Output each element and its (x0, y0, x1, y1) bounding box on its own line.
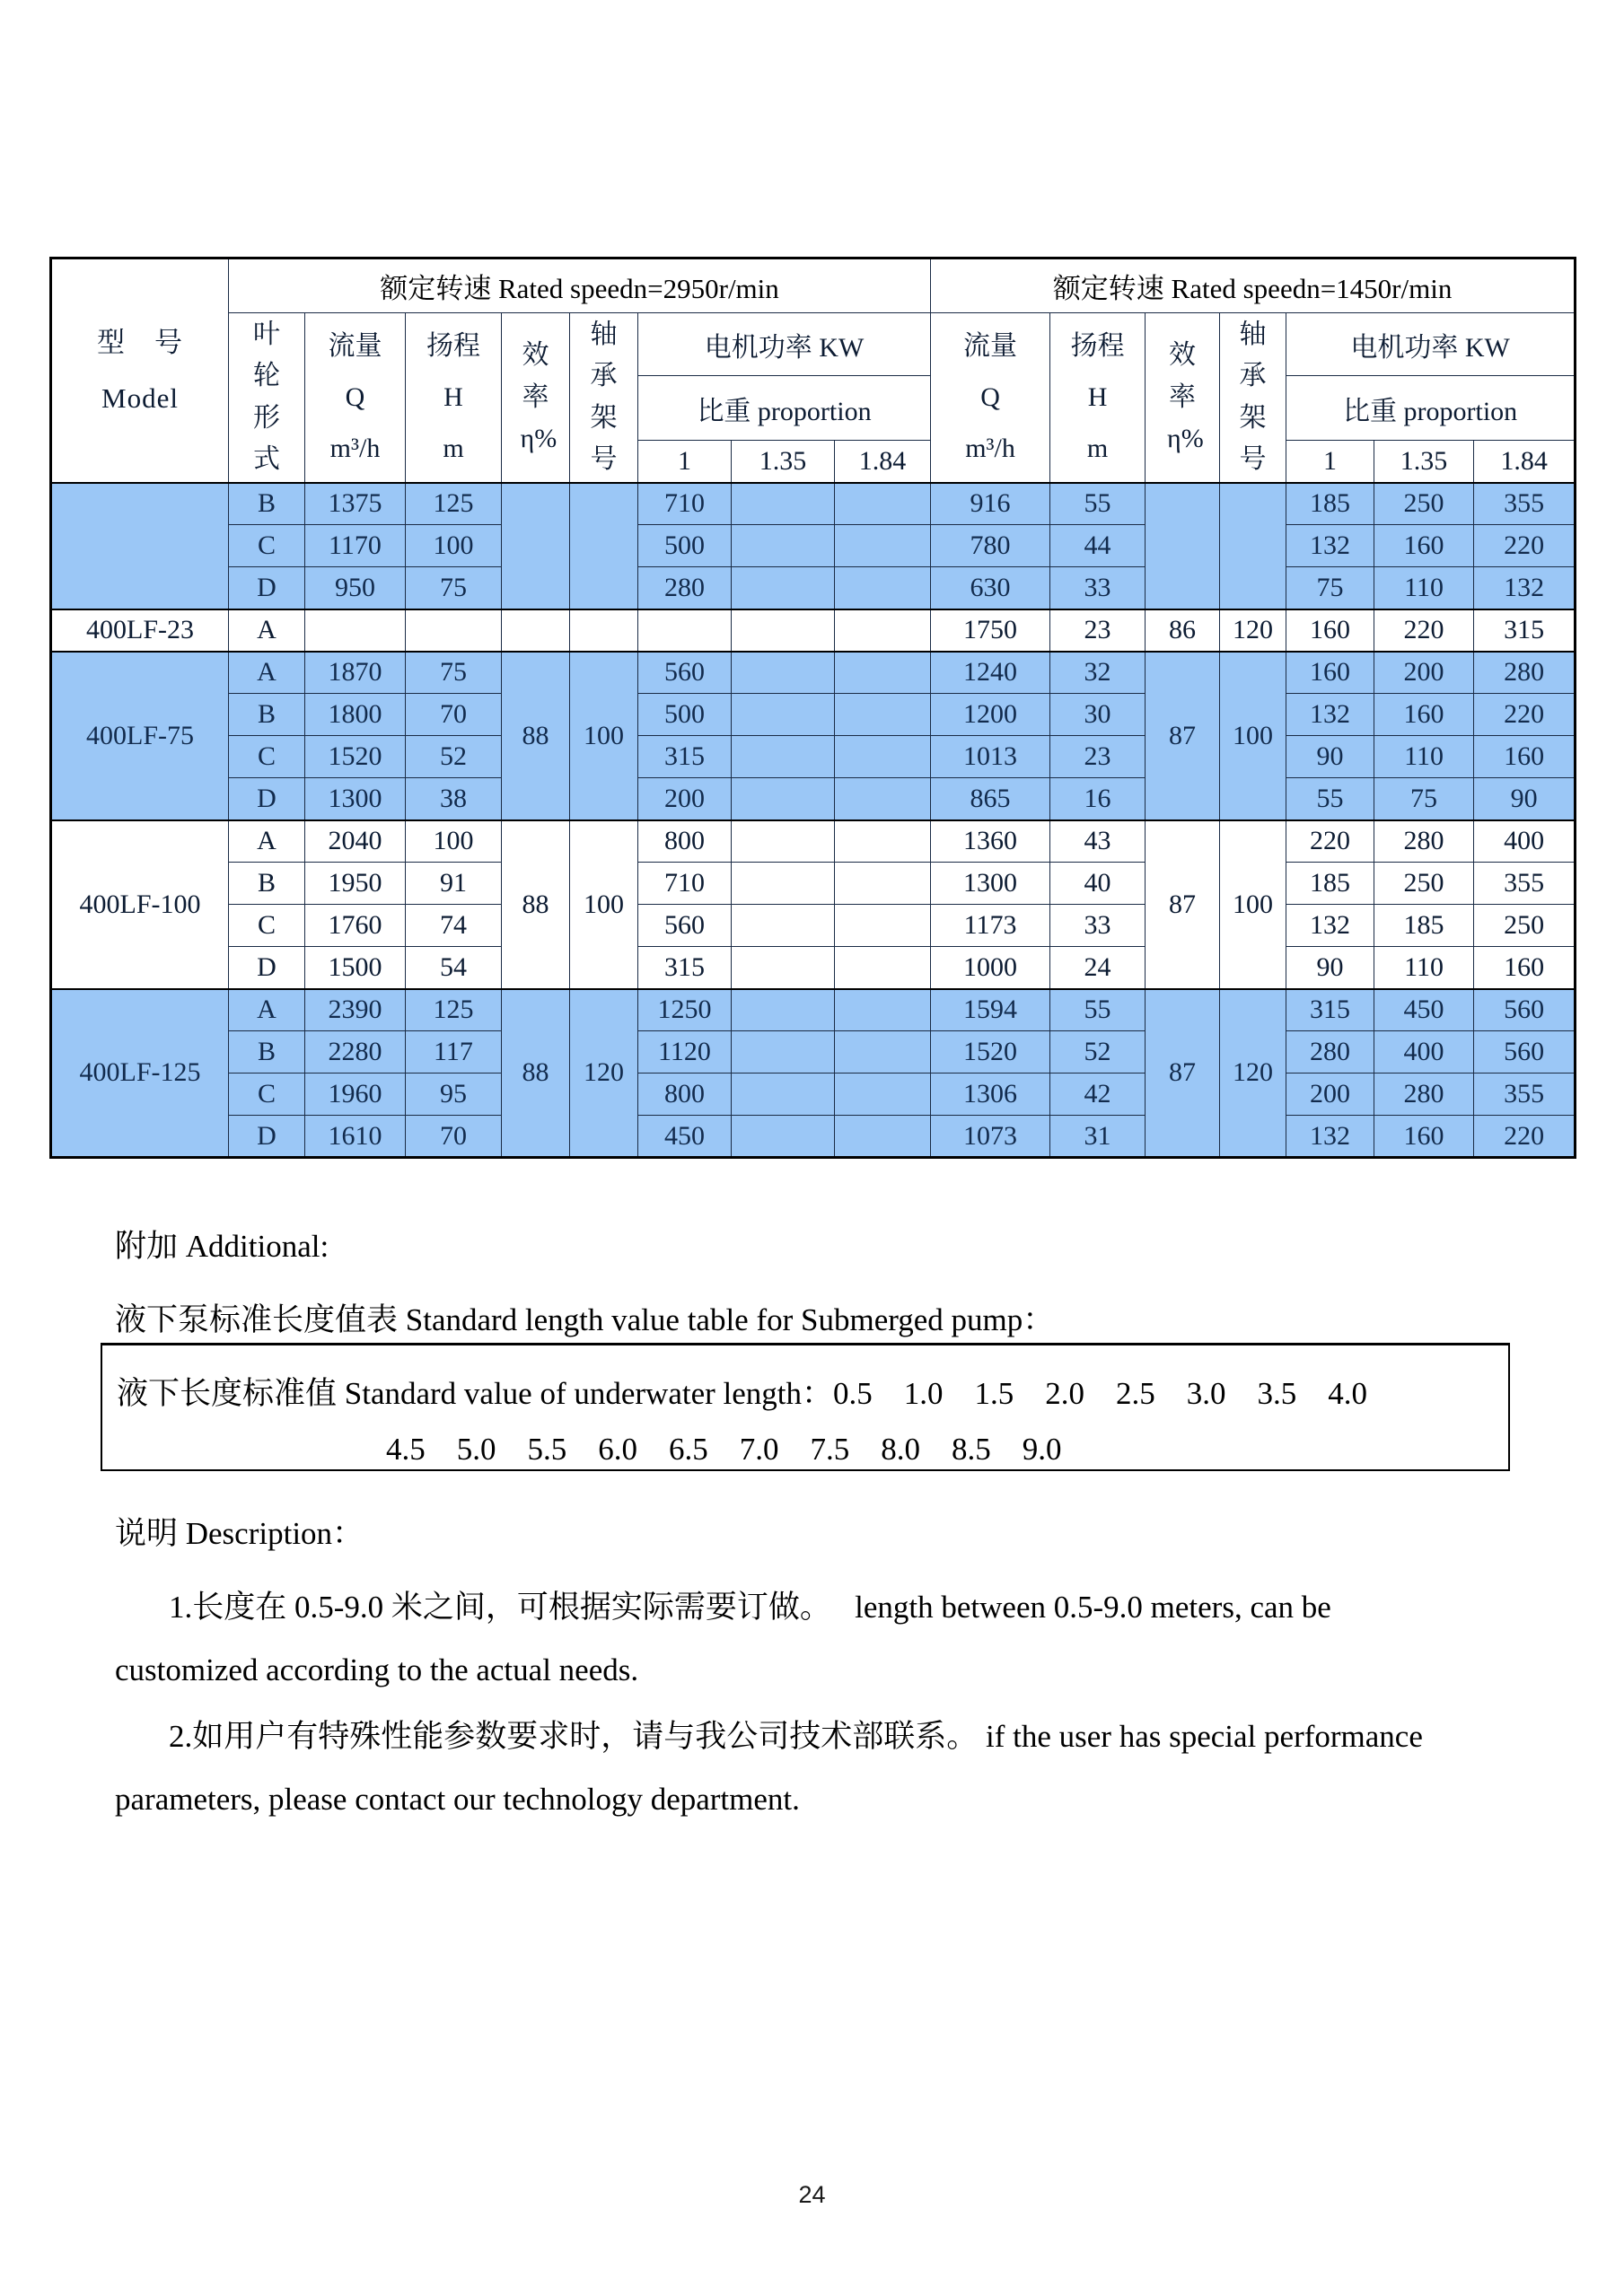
power-cell: 220 (1474, 694, 1576, 736)
length-values-line2: 4.5 5.0 5.5 6.0 6.5 7.0 7.5 8.0 8.5 9.0 (386, 1432, 1062, 1467)
head-cell: 55 (1050, 989, 1146, 1031)
flow-cell: 1013 (931, 736, 1050, 778)
power-cell: 800 (638, 1074, 732, 1116)
power-cell: 90 (1474, 778, 1576, 820)
power-cell: 250 (1374, 483, 1474, 525)
power-cell (835, 1031, 931, 1074)
table-row (51, 905, 1576, 947)
power-cell: 55 (1286, 778, 1374, 820)
head-cell: 117 (406, 1031, 502, 1074)
impeller-type-header: 叶轮形式 (229, 313, 305, 483)
head-cell: 24 (1050, 947, 1146, 989)
power-cell: 560 (1474, 1031, 1576, 1074)
head-cell: 100 (406, 820, 502, 863)
power-cell (732, 863, 835, 905)
head-cell: 33 (1050, 567, 1146, 609)
flow-cell: 1300 (305, 778, 406, 820)
flow-cell: 2280 (305, 1031, 406, 1074)
table-row (51, 947, 1576, 989)
flow-cell: 1173 (931, 905, 1050, 947)
power-cell (732, 947, 835, 989)
power-cell: 160 (1286, 609, 1374, 652)
head-cell: 33 (1050, 905, 1146, 947)
power-cell: 185 (1374, 905, 1474, 947)
subtable-title: 液下泵标准长度值表 Standard length value table for Submerged pump： (115, 1302, 1055, 1337)
ratio-184-left: 1.84 (835, 441, 931, 483)
flow-cell: 2040 (305, 820, 406, 863)
power-cell (732, 736, 835, 778)
impeller-cell: D (229, 1116, 305, 1158)
power-cell (835, 863, 931, 905)
power-cell (732, 820, 835, 863)
power-cell (732, 778, 835, 820)
power-cell: 450 (638, 1116, 732, 1158)
power-cell: 75 (1286, 567, 1374, 609)
power-cell (835, 483, 931, 525)
table-row (51, 483, 1576, 525)
bracket-cell (570, 483, 638, 609)
flow-cell: 1610 (305, 1116, 406, 1158)
power-cell: 220 (1474, 1116, 1576, 1158)
power-cell: 400 (1374, 1031, 1474, 1074)
power-cell: 315 (638, 947, 732, 989)
flow-cell: 1240 (931, 652, 1050, 694)
flow-cell: 1520 (931, 1031, 1050, 1074)
table-row (51, 609, 1576, 652)
length-values-line1: 液下长度标准值 Standard value of underwater length：0.5 1.0 1.5 2.0 2.5 3.0 3.5 4.0 (117, 1376, 1368, 1411)
power-cell: 110 (1374, 736, 1474, 778)
power-cell (835, 947, 931, 989)
head-cell: 40 (1050, 863, 1146, 905)
power-cell: 200 (1286, 1074, 1374, 1116)
power-cell: 560 (638, 652, 732, 694)
model-cell: 400LF-125 (51, 989, 229, 1158)
power-cell: 1250 (638, 989, 732, 1031)
head-cell: 74 (406, 905, 502, 947)
bracket-cell: 120 (570, 989, 638, 1158)
power-cell (732, 1031, 835, 1074)
power-cell (835, 694, 931, 736)
impeller-cell: C (229, 525, 305, 567)
power-cell: 1120 (638, 1031, 732, 1074)
power-cell: 315 (1474, 609, 1576, 652)
flow-cell: 950 (305, 567, 406, 609)
power-cell (835, 905, 931, 947)
efficiency-cell: 87 (1146, 820, 1220, 989)
head-cell: 43 (1050, 820, 1146, 863)
table-row (51, 820, 1576, 863)
rated-speed-1450-header: 额定转速 Rated speedn=1450r/min (931, 259, 1576, 313)
power-cell (732, 609, 835, 652)
power-cell: 132 (1286, 905, 1374, 947)
impeller-cell: C (229, 736, 305, 778)
power-cell: 132 (1286, 694, 1374, 736)
description-item1-line2: customized according to the actual needs. (115, 1652, 639, 1687)
power-cell: 220 (1374, 609, 1474, 652)
flow-cell: 1520 (305, 736, 406, 778)
power-cell: 132 (1286, 1116, 1374, 1158)
head-cell: 70 (406, 1116, 502, 1158)
power-cell: 400 (1474, 820, 1576, 863)
bracket-cell: 100 (570, 820, 638, 989)
power-cell: 110 (1374, 567, 1474, 609)
efficiency-cell: 86 (1146, 609, 1220, 652)
motor-power-header-right: 电机功率 KW (1286, 313, 1576, 376)
flow-cell: 1760 (305, 905, 406, 947)
power-cell (732, 1074, 835, 1116)
table-row (51, 1031, 1576, 1074)
power-cell: 280 (1286, 1031, 1374, 1074)
bracket-cell: 100 (570, 652, 638, 820)
page-number: 24 (798, 2181, 826, 2208)
efficiency-cell: 87 (1146, 989, 1220, 1158)
power-cell (638, 609, 732, 652)
head-cell: 16 (1050, 778, 1146, 820)
flow-header-left: 流量 Q m³/h (305, 313, 406, 483)
impeller-cell: A (229, 989, 305, 1031)
power-cell (835, 1074, 931, 1116)
power-cell (835, 652, 931, 694)
flow-cell: 1000 (931, 947, 1050, 989)
power-cell: 185 (1286, 483, 1374, 525)
power-cell: 200 (638, 778, 732, 820)
proportion-header-left: 比重 proportion (638, 376, 931, 441)
bracket-cell: 100 (1220, 652, 1286, 820)
power-cell: 355 (1474, 483, 1576, 525)
flow-cell: 1073 (931, 1116, 1050, 1158)
power-cell: 800 (638, 820, 732, 863)
power-cell (732, 483, 835, 525)
efficiency-cell (1146, 483, 1220, 609)
power-cell: 450 (1374, 989, 1474, 1031)
ratio-1-left: 1 (638, 441, 732, 483)
power-cell: 560 (638, 905, 732, 947)
head-cell: 23 (1050, 609, 1146, 652)
bracket-cell: 100 (1220, 820, 1286, 989)
power-cell: 710 (638, 483, 732, 525)
head-cell: 23 (1050, 736, 1146, 778)
impeller-cell: A (229, 609, 305, 652)
efficiency-cell: 88 (502, 652, 570, 820)
model-header (51, 259, 229, 483)
table-row (51, 989, 1576, 1031)
power-cell: 160 (1286, 652, 1374, 694)
head-cell: 38 (406, 778, 502, 820)
table-row (51, 1116, 1576, 1158)
power-cell (835, 525, 931, 567)
head-cell: 75 (406, 567, 502, 609)
additional-label: 附加 Additional: (115, 1229, 329, 1264)
efficiency-header-right: 效率η% (1146, 313, 1220, 483)
flow-header-right: 流量 Q m³/h (931, 313, 1050, 483)
model-header-cn: 型 号 (97, 326, 183, 358)
power-cell: 160 (1474, 947, 1576, 989)
flow-cell: 1360 (931, 820, 1050, 863)
head-cell: 91 (406, 863, 502, 905)
power-cell: 355 (1474, 1074, 1576, 1116)
power-cell (732, 989, 835, 1031)
efficiency-cell (502, 483, 570, 609)
power-cell (835, 989, 931, 1031)
flow-cell: 916 (931, 483, 1050, 525)
head-cell: 54 (406, 947, 502, 989)
table-row (51, 1074, 1576, 1116)
bracket-cell: 120 (1220, 609, 1286, 652)
power-cell: 500 (638, 694, 732, 736)
power-cell: 500 (638, 525, 732, 567)
head-cell: 75 (406, 652, 502, 694)
power-cell: 220 (1286, 820, 1374, 863)
power-cell (732, 525, 835, 567)
power-cell: 110 (1374, 947, 1474, 989)
bracket-cell: 120 (1220, 989, 1286, 1158)
flow-cell: 780 (931, 525, 1050, 567)
description-item2-line1: 2.如用户有特殊性能参数要求时，请与我公司技术部联系。 if the user has special performance (169, 1719, 1423, 1754)
head-cell (406, 609, 502, 652)
impeller-cell: A (229, 820, 305, 863)
motor-power-header-left: 电机功率 KW (638, 313, 931, 376)
power-cell: 280 (1474, 652, 1576, 694)
flow-cell: 1375 (305, 483, 406, 525)
bracket-cell (570, 609, 638, 652)
flow-cell: 1200 (931, 694, 1050, 736)
head-header-left: 扬程 H m (406, 313, 502, 483)
power-cell: 355 (1474, 863, 1576, 905)
bracket-header-left: 轴承架号 (570, 313, 638, 483)
power-cell: 560 (1474, 989, 1576, 1031)
power-cell (835, 609, 931, 652)
table-row (51, 525, 1576, 567)
power-cell: 185 (1286, 863, 1374, 905)
description-item1-line1: 1.长度在 0.5-9.0 米之间，可根据实际需要订做。 length between 0.5-9.0 meters, can be (169, 1590, 1331, 1625)
proportion-header-right: 比重 proportion (1286, 376, 1576, 441)
head-cell: 70 (406, 694, 502, 736)
head-cell: 52 (1050, 1031, 1146, 1074)
impeller-cell: D (229, 947, 305, 989)
power-cell: 160 (1374, 525, 1474, 567)
power-cell: 250 (1374, 863, 1474, 905)
flow-cell: 1306 (931, 1074, 1050, 1116)
impeller-cell: B (229, 694, 305, 736)
power-cell: 160 (1374, 694, 1474, 736)
flow-cell: 630 (931, 567, 1050, 609)
power-cell (732, 567, 835, 609)
model-cell: 400LF-100 (51, 820, 229, 989)
power-cell: 315 (638, 736, 732, 778)
flow-cell: 1800 (305, 694, 406, 736)
power-cell: 220 (1474, 525, 1576, 567)
power-cell: 280 (638, 567, 732, 609)
pump-spec-table (49, 257, 1576, 1159)
model-header-en: Model (101, 381, 179, 414)
flow-cell: 1594 (931, 989, 1050, 1031)
head-header-right: 扬程 H m (1050, 313, 1146, 483)
impeller-cell: D (229, 567, 305, 609)
impeller-cell: B (229, 483, 305, 525)
power-cell: 75 (1374, 778, 1474, 820)
description-label: 说明 Description： (115, 1516, 364, 1551)
power-cell (835, 567, 931, 609)
efficiency-header-left: 效率η% (502, 313, 570, 483)
model-cell: 400LF-75 (51, 652, 229, 820)
power-cell: 160 (1374, 1116, 1474, 1158)
power-cell (732, 652, 835, 694)
flow-cell: 2390 (305, 989, 406, 1031)
impeller-cell: C (229, 1074, 305, 1116)
table-row (51, 736, 1576, 778)
flow-cell: 1500 (305, 947, 406, 989)
power-cell (835, 820, 931, 863)
power-cell: 90 (1286, 736, 1374, 778)
impeller-cell: D (229, 778, 305, 820)
efficiency-cell (502, 609, 570, 652)
efficiency-cell: 87 (1146, 652, 1220, 820)
head-cell: 31 (1050, 1116, 1146, 1158)
power-cell: 132 (1474, 567, 1576, 609)
flow-cell: 1870 (305, 652, 406, 694)
head-cell: 100 (406, 525, 502, 567)
ratio-1-right: 1 (1286, 441, 1374, 483)
flow-cell (305, 609, 406, 652)
power-cell: 710 (638, 863, 732, 905)
power-cell: 160 (1474, 736, 1576, 778)
head-cell: 42 (1050, 1074, 1146, 1116)
impeller-cell: B (229, 1031, 305, 1074)
head-cell: 52 (406, 736, 502, 778)
efficiency-cell: 88 (502, 989, 570, 1158)
head-cell: 32 (1050, 652, 1146, 694)
power-cell (835, 1116, 931, 1158)
table-row (51, 863, 1576, 905)
power-cell: 280 (1374, 820, 1474, 863)
table-row (51, 694, 1576, 736)
power-cell (835, 736, 931, 778)
power-cell (835, 778, 931, 820)
power-cell: 280 (1374, 1074, 1474, 1116)
power-cell: 315 (1286, 989, 1374, 1031)
power-cell: 250 (1474, 905, 1576, 947)
rated-speed-2950-header: 额定转速 Rated speedn=2950r/min (229, 259, 931, 313)
flow-cell: 865 (931, 778, 1050, 820)
efficiency-cell: 88 (502, 820, 570, 989)
model-cell (51, 483, 229, 609)
table-row (51, 567, 1576, 609)
head-cell: 55 (1050, 483, 1146, 525)
head-cell: 125 (406, 989, 502, 1031)
power-cell: 90 (1286, 947, 1374, 989)
bracket-cell (1220, 483, 1286, 609)
ratio-135-left: 1.35 (732, 441, 835, 483)
ratio-184-right: 1.84 (1474, 441, 1576, 483)
flow-cell: 1950 (305, 863, 406, 905)
flow-cell: 1300 (931, 863, 1050, 905)
power-cell (732, 905, 835, 947)
power-cell: 200 (1374, 652, 1474, 694)
impeller-cell: A (229, 652, 305, 694)
power-cell (732, 1116, 835, 1158)
table-row (51, 778, 1576, 820)
flow-cell: 1960 (305, 1074, 406, 1116)
flow-cell: 1170 (305, 525, 406, 567)
impeller-cell: B (229, 863, 305, 905)
impeller-cell: C (229, 905, 305, 947)
bracket-header-right: 轴承架号 (1220, 313, 1286, 483)
power-cell (732, 694, 835, 736)
head-cell: 30 (1050, 694, 1146, 736)
head-cell: 125 (406, 483, 502, 525)
power-cell: 132 (1286, 525, 1374, 567)
table-row (51, 652, 1576, 694)
head-cell: 95 (406, 1074, 502, 1116)
head-cell: 44 (1050, 525, 1146, 567)
flow-cell: 1750 (931, 609, 1050, 652)
ratio-135-right: 1.35 (1374, 441, 1474, 483)
model-cell: 400LF-23 (51, 609, 229, 652)
description-item2-line2: parameters, please contact our technology department. (115, 1782, 800, 1817)
